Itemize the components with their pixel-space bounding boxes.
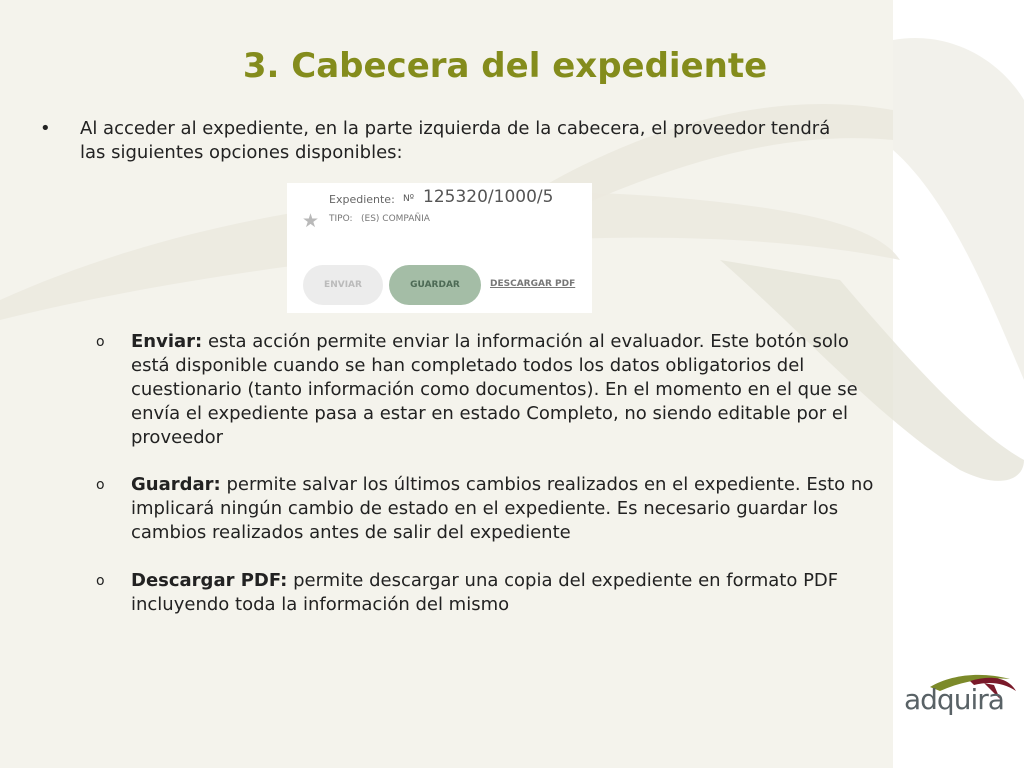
option-enviar (96, 330, 886, 450)
numero-prefix: Nº (403, 194, 414, 204)
tipo-label: TIPO: (329, 214, 353, 224)
option-descargar-pdf (96, 569, 886, 617)
expediente-number: 125320/1000/5 (423, 187, 554, 207)
option-marker: o (96, 477, 105, 493)
intro-bullet (40, 117, 860, 165)
descargar-pdf-link[interactable]: DESCARGAR PDF (490, 279, 576, 289)
option-text: esta acción permite enviar la información al evaluador. Este botón solo está disponible cuando se han completado todos los datos obligatorios del cuestionario (tanto información como documentos). En el momento en el que se envía el expediente pasa a estar en estado Completo, no siendo editable por el proveedor (131, 331, 858, 448)
expediente-header-screenshot (287, 183, 592, 313)
option-text: permite salvar los últimos cambios realizados en el expediente. Esto no implicará ningún cambio de estado en el expediente. Es necesario guardar los cambios realizados antes de salir del expediente (131, 474, 874, 543)
option-guardar (96, 473, 886, 545)
bullet-marker: • (40, 118, 51, 139)
page-title: 3. Cabecera del expediente (242, 46, 768, 86)
option-marker: o (96, 573, 105, 589)
expediente-label: Expediente: (329, 193, 395, 206)
adquira-logo-text: adquira (904, 683, 1004, 716)
tipo-value: (ES) COMPAÑIA (361, 214, 430, 224)
option-text: permite descargar una copia del expediente en formato PDF incluyendo toda la información del mismo (131, 570, 839, 615)
option-label: Enviar: (131, 331, 203, 352)
intro-text: Al acceder al expediente, en la parte izquierda de la cabecera, el proveedor tendrá las siguientes opciones disponibles: (80, 118, 831, 163)
option-body (131, 569, 886, 617)
option-label: Guardar: (131, 474, 221, 495)
option-body (131, 330, 886, 450)
option-body (131, 473, 886, 545)
option-marker: o (96, 334, 105, 350)
enviar-button[interactable]: ENVIAR (303, 265, 383, 305)
star-icon[interactable]: ★ (302, 210, 320, 232)
option-label: Descargar PDF: (131, 570, 288, 591)
guardar-button[interactable]: GUARDAR (389, 265, 481, 305)
